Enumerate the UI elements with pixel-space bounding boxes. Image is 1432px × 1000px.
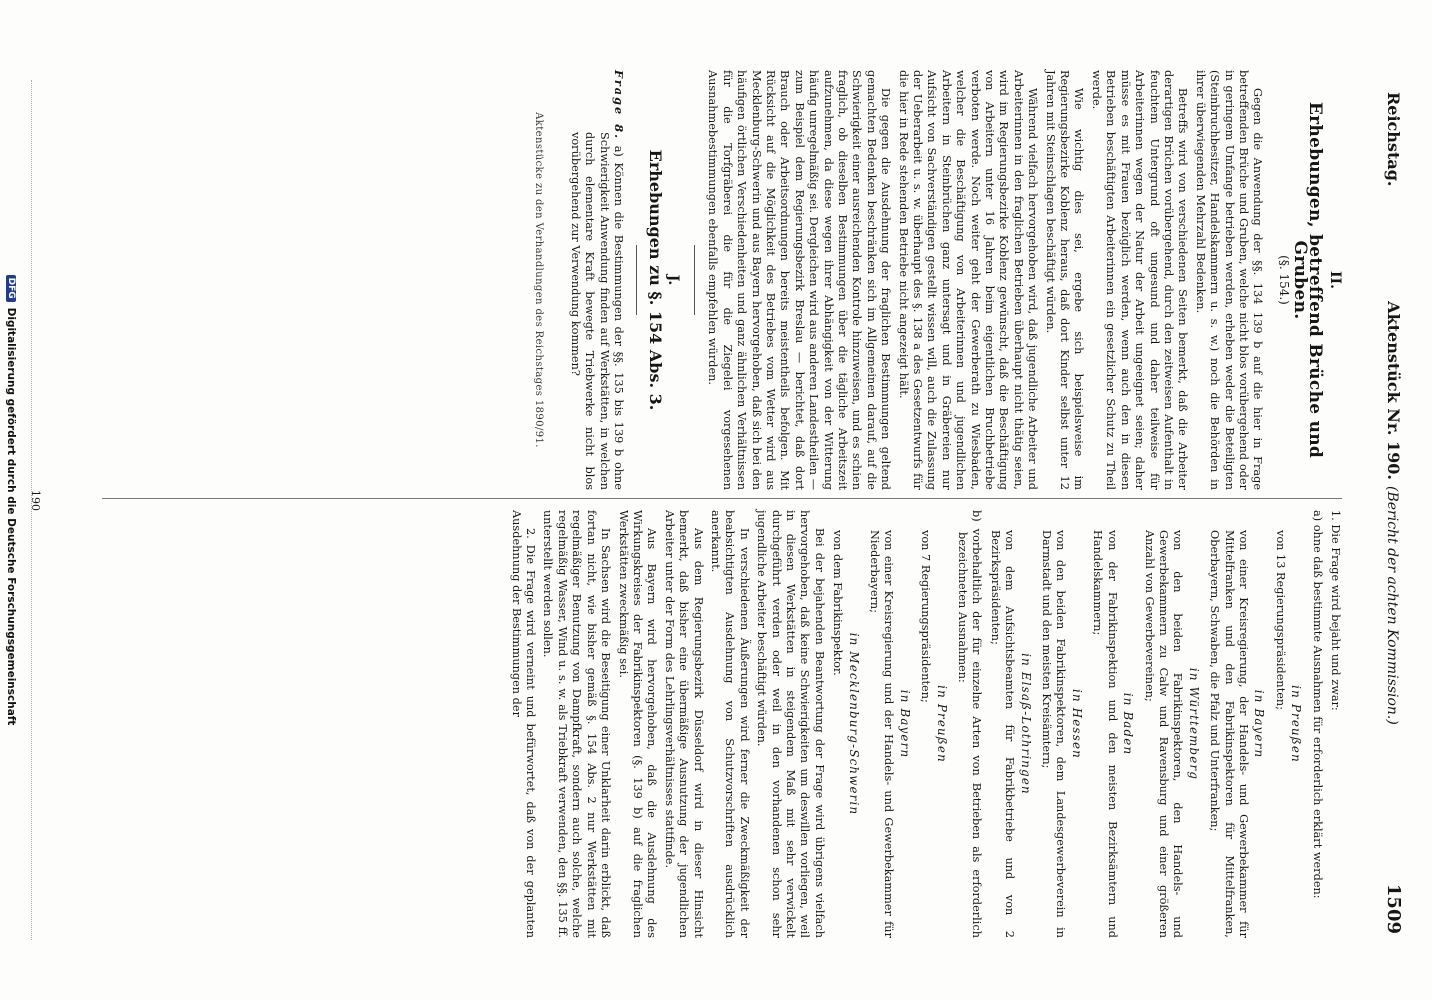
section-number: II.	[1327, 271, 1343, 289]
section2-divider	[636, 245, 637, 315]
digitization-credit	[0, 0, 22, 1000]
paragraph: Bei der bejahenden Beantwortung der Frage wird übrigens vielfach hervorgehoben, daß keine Schwierigkeiten um deswillen vorliegen, weil in diesen Werkstätten in steigendem Maß mit sehr verwickelt durchgeführt verden oder weil in den vorhandenen schon sehr jugendliche Arbeiter beschäftigt würden.	[755, 510, 826, 938]
region-text: von den beiden Fabrikinspektoren, den Handels- und Gewerbekammern zu Calw und Ravensburg und einer größeren Anzahl von Gewerbevereinen;	[1142, 530, 1185, 938]
region-heading: in Elsaß-Lothringen	[1018, 653, 1033, 795]
question-8	[568, 70, 627, 490]
region-text: von der Fabrikinspektion und den meisten Bezirksämtern und Handelskammern;	[1091, 530, 1119, 938]
paragraph: Aus dem Regierungsbezirk Düsseldorf wird in dieser Hinsicht bemerkt, daß bisher eine übermäßige Ausnutzung der jugendlichen Arbeiter unter der Form des Lehrlingsverhältnisses stattfinde.	[662, 510, 705, 938]
region-heading: in Preußen	[1289, 685, 1304, 763]
paragraph: Die gegen die Ausdehnung der fraglichen Bestimmungen geltend gemachten Bedenken beschränken sich im Allgemeinen darauf, auf die Schwierigkeit einer ausreichenden Kontrole hinzuweisen, und es schien fraglich, ob dieselben Bestimmungen über die tägliche Arbeitszeit aufzunehmen, da diese wegen ihrer Abhängigkeit von der Witterung häufig unregelmäßig sei. Dergleichen wird aus anderen Landestheilen — zum Beispiel dem Regierungsbezirk Breslau — berichtet, daß dort Brauch oder Arbeitsordnungen bereits meistentheils befolgen. Mit Rücksicht auf die Möglichkeit des Betriebes vom Wetter wird aus Mecklenburg-Schwerin und aus Bayern hervorgehoben, daß sich bei den häufigen örtlichen Verschiedenheiten und ganz ähnlichen Verhältnissen für die Torfgräberei die für die Ziegelei vorgesehenen Ausnahmebestimmungen ebenfalls empfehlen würden.	[706, 70, 893, 490]
digitization-credit-text: Digitalisierung gefördert durch die Deutsche Forschungsgemeinschaft	[5, 307, 17, 726]
running-head	[1374, 92, 1414, 934]
document-number: Aktenstück Nr. 190.	[1384, 301, 1404, 480]
region-text: von dem Fabrikinspektor.	[831, 530, 845, 676]
running-head-center	[1385, 301, 1404, 725]
paragraph: Während vielfach hervorgehoben wird, daß jugendliche Arbeiter und Arbeiterinnen in den fraglichen Betrieben überhaupt nicht thätig seien, wird im Regierungsbezirke Koblenz gewünscht, daß die Beschäftigung von Arbeitern unter 16 Jahren beim eigentlichen Bruchbetriebe verboten werde. Noch weiter geht der Gewerberath zu Wiesbaden, welcher die Beschäftigung von Arbeiterinnen und jugendlichen Arbeitern in Steinbrüchen ganz untersagt und in Gräbereien nur Aufsicht von Sachverständigen gestellt wissen will, auch die Zulassung der Ueberarbeit u. s. w. überhaupt des §. 138 a des Gesetzentwurfs für die hier in Rede stehenden Betriebe nicht angezeigt hält.	[896, 70, 1040, 490]
column-divider	[102, 498, 1342, 499]
page-number: 1509	[1383, 883, 1405, 934]
dfg-logo: DFG	[6, 275, 16, 302]
running-head-left: Reichstag.	[1384, 92, 1404, 187]
section2-title: Erhebungen zu §. 154 Abs. 3.	[645, 149, 665, 411]
region-text: von 13 Regierungspräsidenten;	[1273, 530, 1287, 710]
paragraph: In Sachsen wird die Beseitigung einer Unklarheit darin erblickt, daß fortan nicht, wie bisher gemäß §. 154 Abs. 2 nur Werkstätten mit regelmäßiger Benutzung von Dampfkraft, sondern auch solche, welche regelmäßig Wasser, Wind u. s. w. als Triebkraft verwenden, den §§. 135 ff. unterstellt werden sollen.	[541, 510, 613, 938]
region-text: von dem Aufsichtsbeamten für Fabrikbetriebe und von 2 Bezirkspräsidenten;	[988, 530, 1017, 938]
list-item: a) ohne daß bestimmte Ausnahmen für erforderlich erklärt werden:	[1310, 510, 1324, 899]
region-heading: in Bayern	[1252, 689, 1267, 759]
section-title: Erhebungen, betreffend Brüche und Gruben.	[1290, 101, 1325, 459]
left-column	[531, 70, 1342, 490]
region-text: von 7 Regierungspräsidenten;	[919, 530, 933, 703]
region-text: von einer Kreisregierung und der Handels- und Gewerbekammer für Niederbayern;	[868, 530, 896, 938]
paragraph: Aus Bayern wird hervorgehoben, daß die Ausdehnung des Wirkungskreises der Fabrikinspektoren (§. 139 b) auf die fraglichen Werkstätten zweckmäßig sei.	[616, 510, 659, 938]
region-text: von einer Kreisregierung, der Handels- und Gewerbekammer für Mittelfranken und den Fabrikinspektoren für Mittelfranken, Oberbayern, Schwaben, die Pfalz und Unterfranken;	[1208, 530, 1250, 938]
region-heading: in Bayern	[897, 689, 912, 759]
region-heading: in Mecklenburg-Schwerin	[846, 632, 861, 816]
paragraph: Betreffs wird von verschiedenen Seiten bemerkt, daß die Arbeiter derartigen Brüchen vorübergehend, durch den zeitweisen Aufenthalt in feuchtem Untergrund oft ungesund und daher teilweise für Arbeiterinnen wegen der Natur der Arbeit ungeeignet seien; daher müsse es mit Frauen bezüglich werden, wenn auch den in diesen Betrieben beschäftigten Arbeiterinnen ein gesetzlicher Schutz zu Theil werde.	[1089, 70, 1190, 490]
list-item: 1. Die Frage wird bejaht und zwar:	[1329, 510, 1342, 711]
region-heading: in Baden	[1121, 692, 1136, 756]
page-bottom-number: 190	[29, 490, 42, 511]
section2-number: J.	[664, 274, 681, 286]
list-item: b) vorbehaltlich der für einzelne Arten von Betrieben als erforderlich bezeichneten Ausnahmen:	[956, 510, 984, 938]
question-text: a) Können die Bestimmungen der §§. 135 bis 139 b ohne Schwierigkeit Anwendung finden auf Werkstätten, in welchen durch elementare Kraft bewegte Triebwerke nicht blos vorübergehend zur Verwendung kommen?	[568, 132, 626, 490]
paragraph: 2. Die Frage wird verneint und befürwortet, daß von der geplanten Ausdehnung der Bestimmungen der	[509, 510, 538, 938]
region-heading: in Hessen	[1069, 689, 1084, 759]
region-heading: in Württemberg	[1186, 667, 1201, 781]
region-heading: in Preußen	[934, 685, 949, 763]
paragraph: Gegen die Anwendung der §§. 134 139 b auf die hier in Frage betreffenden Brüche und Gruben, welche nicht blos vorübergehend oder in geringem Umfange betrieben werden, erheben weder die Beteiligten (Steinbruchbesitzer, Handelskammern u. s. w.) noch die Behörden in ihrer überwiegenden Mehrzahl Bedenken.	[1193, 70, 1265, 490]
paragraph: Wie wichtig dies sei, ergebe sich beispielsweise im Regierungsbezirke Koblenz heraus, daß dort Kinder selbst unter 12 Jahren mit Steinschlagen beschäftigt würden.	[1043, 70, 1086, 490]
question-label: Frage 8.	[612, 70, 627, 140]
section-divider	[694, 245, 695, 315]
scan-edge-marks	[23, 80, 32, 940]
right-column	[505, 510, 1342, 938]
region-text: von den beiden Fabrikinspektoren, dem Landesgewerbeverein in Darmstadt und den meisten Kreisämtern;	[1040, 530, 1068, 938]
paragraph: In verschiedenen Äußerungen wird ferner die Zweckmäßigkeit der beabsichtigten Ausdehnung von Schutzvorschriften ausdrücklich anerkannt.	[708, 510, 751, 938]
section-subtitle: (§. 154.)	[1276, 255, 1291, 305]
document-subtitle: (Bericht der achten Kommission.)	[1384, 485, 1401, 725]
footer-note: Aktenstücke zu den Verhandlungen des Reichstages 1890/91.	[533, 112, 545, 448]
